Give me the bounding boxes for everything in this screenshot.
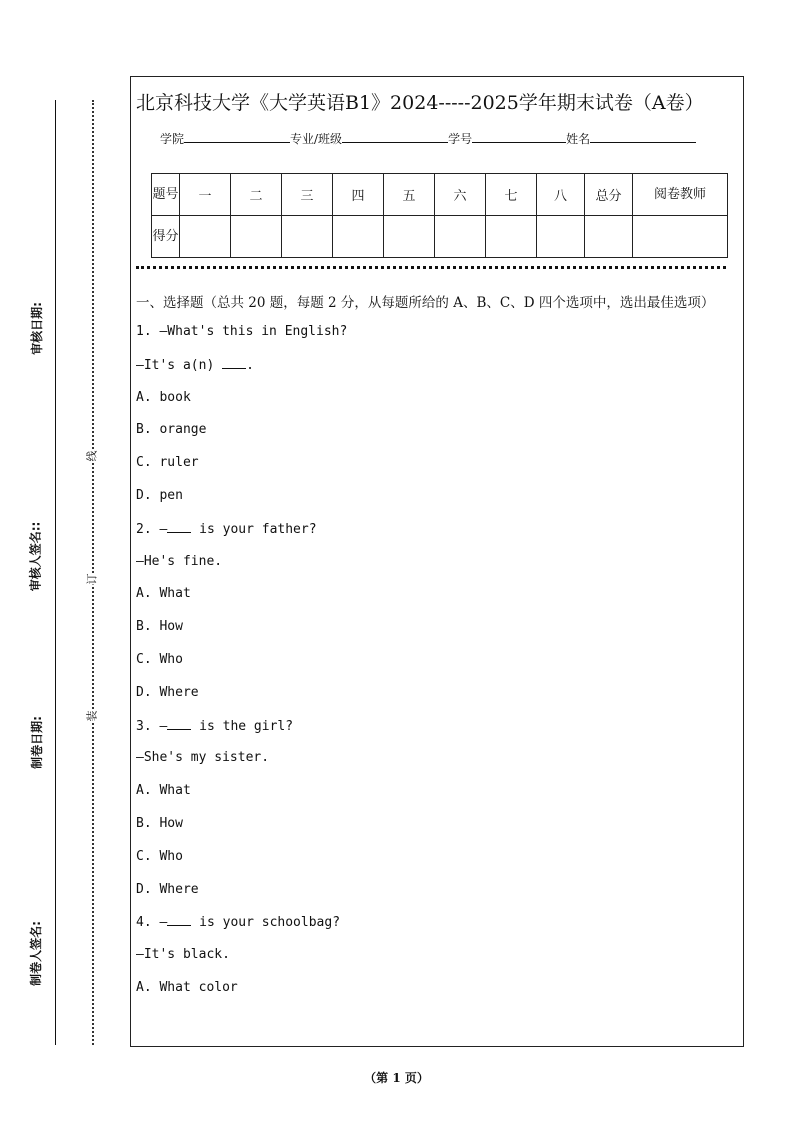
score-cell[interactable] [435, 216, 486, 258]
option[interactable]: C. ruler [136, 455, 199, 471]
score-label: 得分 [152, 216, 180, 258]
option[interactable]: B. How [136, 619, 183, 635]
question-1-answer [136, 356, 736, 389]
section-heading: 一、选择题（总共 20 题，每题 2 分，从每题所给的 A、B、C、D 四个选项中，选出最佳选项） [136, 295, 715, 311]
option[interactable]: D. Where [136, 684, 199, 700]
question-4 [136, 913, 736, 946]
question-number-label: 题号 [152, 174, 180, 216]
score-cell[interactable] [180, 216, 231, 258]
question-suffix: is your schoolbag? [191, 915, 341, 931]
name-label: 姓名 [566, 132, 591, 146]
option[interactable]: A. What color [136, 979, 238, 995]
option[interactable]: C. Who [136, 651, 183, 667]
major-class-label: 专业/班级 [290, 132, 343, 146]
question-blank[interactable] [167, 913, 191, 926]
score-cell[interactable] [333, 216, 384, 258]
score-cell[interactable] [231, 216, 282, 258]
score-cell[interactable] [384, 216, 435, 258]
question-2-answer: —He's fine. [136, 553, 223, 569]
question-blank[interactable] [167, 520, 191, 533]
question-2 [136, 520, 736, 553]
column-header: 四 [333, 174, 384, 216]
answer-suffix: . [246, 357, 254, 373]
score-table-header-row [152, 174, 728, 216]
score-table [151, 173, 728, 258]
question-suffix: is your father? [191, 521, 317, 537]
question-prefix: 4. — [136, 915, 168, 931]
dotted-separator [136, 266, 726, 269]
grader-label: 阅卷教师 [633, 174, 728, 216]
column-header: 三 [282, 174, 333, 216]
question-1: 1. —What's this in English? [136, 324, 348, 339]
binding-mark-xian: 线 [85, 450, 99, 462]
option[interactable]: A. What [136, 783, 191, 799]
option[interactable]: A. book [136, 389, 191, 405]
score-cell[interactable] [633, 216, 728, 258]
binding-mark-zhuang: 装 [85, 710, 99, 722]
option[interactable]: B. orange [136, 422, 207, 438]
review-date-label: 审核日期: [29, 302, 44, 355]
answer-prefix: —It's a(n) [136, 357, 223, 373]
question-4-answer: —It's black. [136, 947, 230, 963]
question-3 [136, 717, 736, 750]
exam-content [136, 292, 736, 1012]
score-cell[interactable] [282, 216, 333, 258]
column-header: 八 [537, 174, 585, 216]
name-field[interactable] [590, 130, 696, 143]
preparer-signature-label: 制卷人签名: [28, 921, 43, 986]
student-info-row [160, 130, 696, 147]
option[interactable]: D. Where [136, 881, 199, 897]
question-prefix: 3. — [136, 718, 168, 734]
question-suffix: is the girl? [191, 718, 294, 734]
score-cell[interactable] [537, 216, 585, 258]
question-blank[interactable] [167, 717, 191, 730]
student-id-label: 学号 [448, 132, 473, 146]
answer-blank[interactable] [222, 356, 246, 369]
margin-line-left [55, 100, 56, 1045]
option[interactable]: C. Who [136, 848, 183, 864]
reviewer-signature-label: 审核人签名:: [28, 521, 43, 592]
question-prefix: 2. — [136, 521, 168, 537]
exam-title: 北京科技大学《大学英语B1》2024-----2025学年期末试卷（A卷） [136, 92, 704, 114]
column-header: 七 [486, 174, 537, 216]
margin-dotted-line [92, 100, 94, 1045]
student-id-field[interactable] [472, 130, 566, 143]
prepare-date-label: 制卷日期: [29, 716, 44, 769]
column-header: 五 [384, 174, 435, 216]
page-footer: （第 1 页） [364, 1071, 429, 1085]
score-cell[interactable] [486, 216, 537, 258]
column-header: 一 [180, 174, 231, 216]
score-cell[interactable] [585, 216, 633, 258]
option[interactable]: A. What [136, 586, 191, 602]
column-header: 总分 [585, 174, 633, 216]
question-3-answer: —She's my sister. [136, 750, 270, 766]
binding-mark-ding: 订 [85, 573, 99, 585]
column-header: 二 [231, 174, 282, 216]
column-header: 六 [435, 174, 486, 216]
score-table-score-row [152, 216, 728, 258]
major-class-field[interactable] [342, 130, 448, 143]
college-label: 学院 [160, 132, 185, 146]
option[interactable]: B. How [136, 815, 183, 831]
option[interactable]: D. pen [136, 487, 183, 503]
college-field[interactable] [184, 130, 290, 143]
